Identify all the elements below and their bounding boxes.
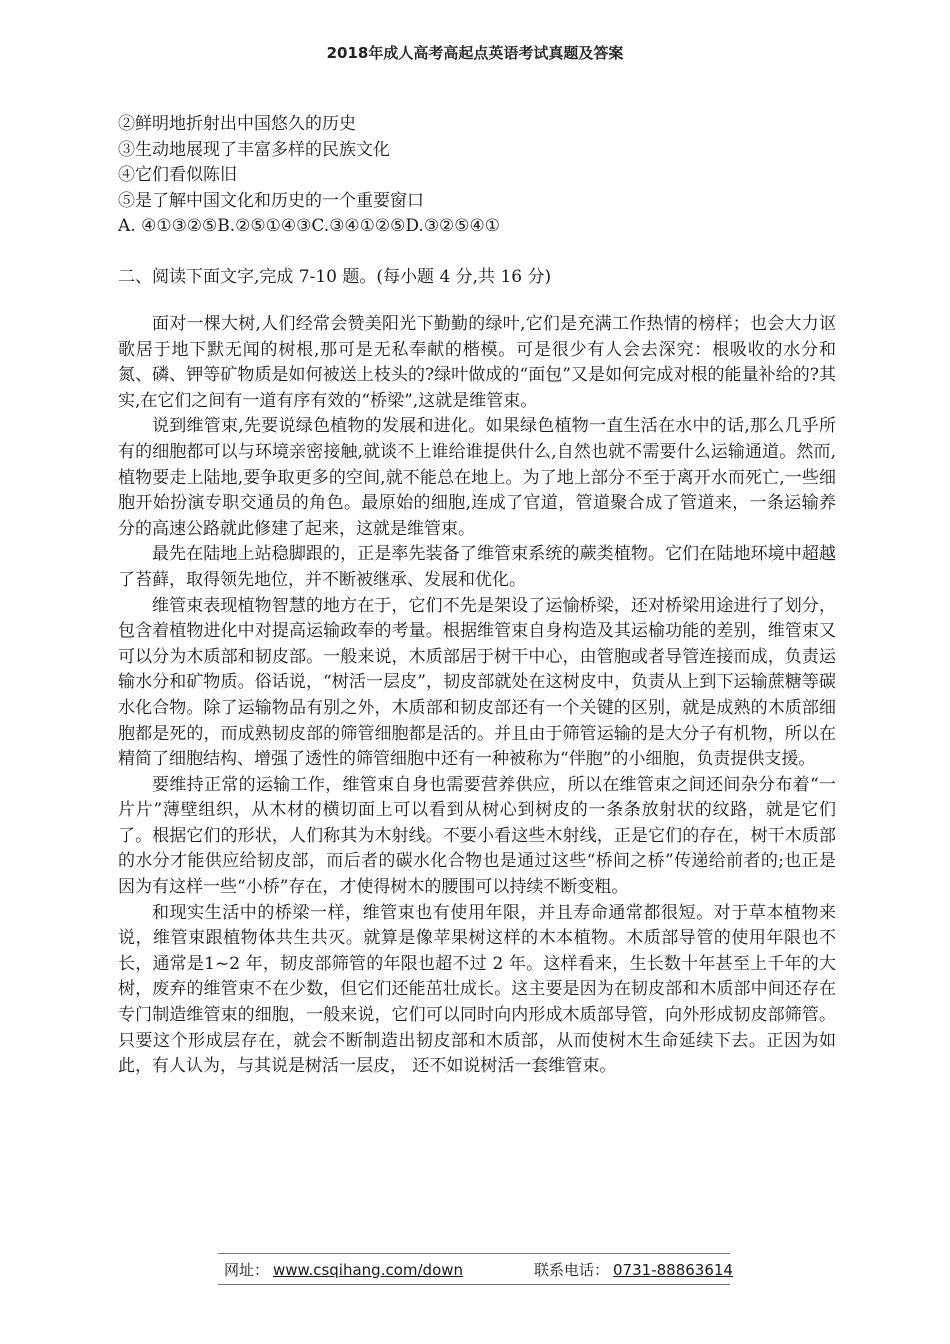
website-info xyxy=(224,1259,463,1280)
reading-passage xyxy=(118,312,836,1080)
website-link[interactable]: www.csqihang.com/down xyxy=(273,1261,464,1279)
paragraph: 面对一棵大树,人们经常会赞美阳光下勤勤的绿叶,它们是充满工作热情的榜样；也会大力讴歌居于地下默无闻的树根,那可是无私奉献的楷模。可是很少有人会去深究：根吸收的水分和氮、磷、钾等矿物质是如何被送上枝头的?绿叶做成的“面包”又是如何完成对根的能量补给的?其实,在它们之间有一道有序有效的“桥梁”,这就是维管束。 xyxy=(118,314,836,411)
phone-label: 联系电话： xyxy=(534,1261,610,1279)
website-label: 网址： xyxy=(224,1261,270,1279)
section-heading: 二、阅读下面文字,完成 7-10 题。(每小题 4 分,共 16 分) xyxy=(118,267,552,287)
phone-info xyxy=(534,1259,733,1280)
paragraph: 要维持正常的运输工作，维管束自身也需要营养供应，所以在维管束之间还间杂分布着“一片片”薄壁组织，从木材的横切面上可以看到从树心到树皮的一条条放射状的纹路，就是它们了。根据它们的形状，人们称其为木射线。不要小看这些木射线，正是它们的存在，树干木质部的水分才能供应给韧皮部，而后者的碳水化合物也是通过这些“桥间之桥”传递给前者的;也正是因为有这样一些“小桥”存在，才使得树木的腰围可以持续不断变粗。 xyxy=(118,774,836,898)
page-title: 2018年成人高考高起点英语考试真题及答案 xyxy=(326,44,624,62)
footer-contact-bar xyxy=(218,1253,733,1285)
option-line: ④它们看似陈旧 xyxy=(118,165,237,185)
answer-choices: A. ④①③②⑤B.②⑤①④③C.③④①②⑤D.③②⑤④① xyxy=(118,216,501,236)
paragraph: 维管束表现植物智慧的地方在于，它们不先是架设了运愉桥梁，还对桥梁用途进行了划分，包含着植物进化中对提高运输政奉的考量。根据维管束自身构造及其运榆功能的差别，维管束又可以分为木质部和韧皮部。一般来说，木质部居于树干中心，由管胞或者导管连接而成，负责运输水分和矿物质。俗话说，“树活一层皮”，韧皮部就处在这树皮中，负责从上到下运输蔗糖等碳水化合物。除了运输物品有别之外，木质部和韧皮部还有一个关键的区别，就是成熟的木质部细胞都是死的，而成熟韧皮部的筛管细胞都是活的。并且由于筛管运输的是大分子有机物，所以在精简了细胞结构、增强了透性的筛管细胞中还有一种被称为“伴胞”的小细胞，负责提供支援。 xyxy=(118,595,836,770)
paragraph: 和现实生活中的桥梁一样，维管束也有使用年限，并且寿命通常都很短。对于草本植物来说，维管束跟植物体共生共灭。就算是像苹果树这样的木本植物。木质部导管的使用年限也不长，通常是1~2 年，韧皮部筛管的年限也超不过 2 年。这样看来，生长数十年甚至上千年的大树，废弃的维管束不在少数，但它们还能茁壮成长。这主要是因为在韧皮部和木质部中间还存在专门制造维管束的细胞，一般来说，它们可以同时向内形成木质部导管，向外形成韧皮部筛管。只要这个形成层存在，就会不断制造出韧皮部和木质部，从而使树木生命延续下去。正因为如此，有人认为，与其说是树活一层皮， 还不如说树活一套维管束。 xyxy=(118,902,836,1077)
option-line: ③生动地展现了丰富多样的民族文化 xyxy=(118,139,390,160)
phone-number: 0731-88863614 xyxy=(613,1261,733,1279)
option-line: ②鲜明地折射出中国悠久的历史 xyxy=(118,114,356,134)
paragraph: 说到维管束,先要说绿色植物的发展和进化。如果绿色植物一直生活在水中的话,那么几乎所有的细胞都可以与环境亲密接触,就谈不上谁给谁提供什么,自然也就不需要什么运输通道。然而,植物要走上陆地,要争取更多的空间,就不能总在地上。为了地上部分不至于离开水而死亡,一些细胞开始扮演专职交通员的角色。最原始的细胞,连成了官道，管道聚合成了管道来，一条运输养分的高速公路就此修建了起来，这就是维管束。 xyxy=(118,416,836,539)
paragraph: 最先在陆地上站稳脚跟的，正是率先装备了维管束系统的蕨类植物。它们在陆地环境中超越了苔藓，取得领先地位，并不断被继承、发展和优化。 xyxy=(118,544,836,590)
option-line: ⑤是了解中国文化和历史的一个重要窗口 xyxy=(118,190,424,211)
answer-options xyxy=(118,112,838,240)
